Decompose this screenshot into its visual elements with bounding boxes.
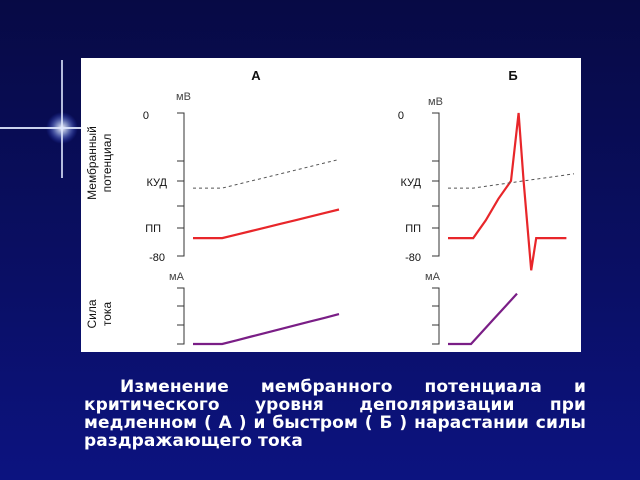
panel-a-tick-kud: КУД bbox=[146, 177, 167, 189]
panel-a-title: А bbox=[251, 68, 261, 83]
chart-figure bbox=[81, 58, 581, 352]
panel-b-series-membrane_potential bbox=[448, 113, 566, 270]
panel-a-tick-0: 0 bbox=[142, 110, 149, 122]
panel-b-series-current_strength bbox=[448, 294, 517, 344]
panel-a-unit-ma: мА bbox=[169, 271, 184, 283]
panel-b-title: Б bbox=[508, 68, 518, 83]
panel-a-series-critical_level bbox=[193, 160, 339, 189]
panel-b-tick-80: -80 bbox=[405, 252, 421, 264]
panel-b-unit-ma: мА bbox=[425, 271, 440, 283]
panel-b-ma-axis bbox=[432, 288, 439, 344]
panel-b-tick-0: 0 bbox=[397, 110, 404, 122]
panel-a-series-membrane_potential bbox=[193, 210, 339, 239]
plots-layer bbox=[193, 113, 574, 344]
panel-a-tick-pp: ПП bbox=[145, 223, 161, 235]
panel-b-unit-mv: мВ bbox=[428, 96, 443, 108]
current-axis-label-line2: тока bbox=[100, 301, 114, 327]
membrane-axis-label-line1: Мембранный bbox=[85, 126, 99, 200]
panel-b-mv-axis bbox=[432, 113, 439, 256]
panel-a-unit-mv: мВ bbox=[176, 91, 191, 103]
panel-b-tick-pp: ПП bbox=[405, 223, 421, 235]
panel-a-ma-axis bbox=[177, 288, 184, 344]
caption-text: Изменение мембранного потенциала и критического уровня деполяризации при медленном ( А ) и быстром ( Б ) нарастании силы раздражающего тока bbox=[84, 377, 586, 451]
panel-b-tick-kud: КУД bbox=[400, 177, 421, 189]
current-axis-label-line1: Сила bbox=[85, 299, 99, 329]
panel-a-series-current_strength bbox=[193, 314, 339, 344]
slide-caption bbox=[84, 378, 586, 450]
panel-a-tick-80: -80 bbox=[149, 252, 165, 264]
membrane-axis-label-line2: потенциал bbox=[100, 133, 114, 193]
figure-panel bbox=[81, 58, 581, 352]
panel-a-mv-axis bbox=[177, 113, 184, 256]
